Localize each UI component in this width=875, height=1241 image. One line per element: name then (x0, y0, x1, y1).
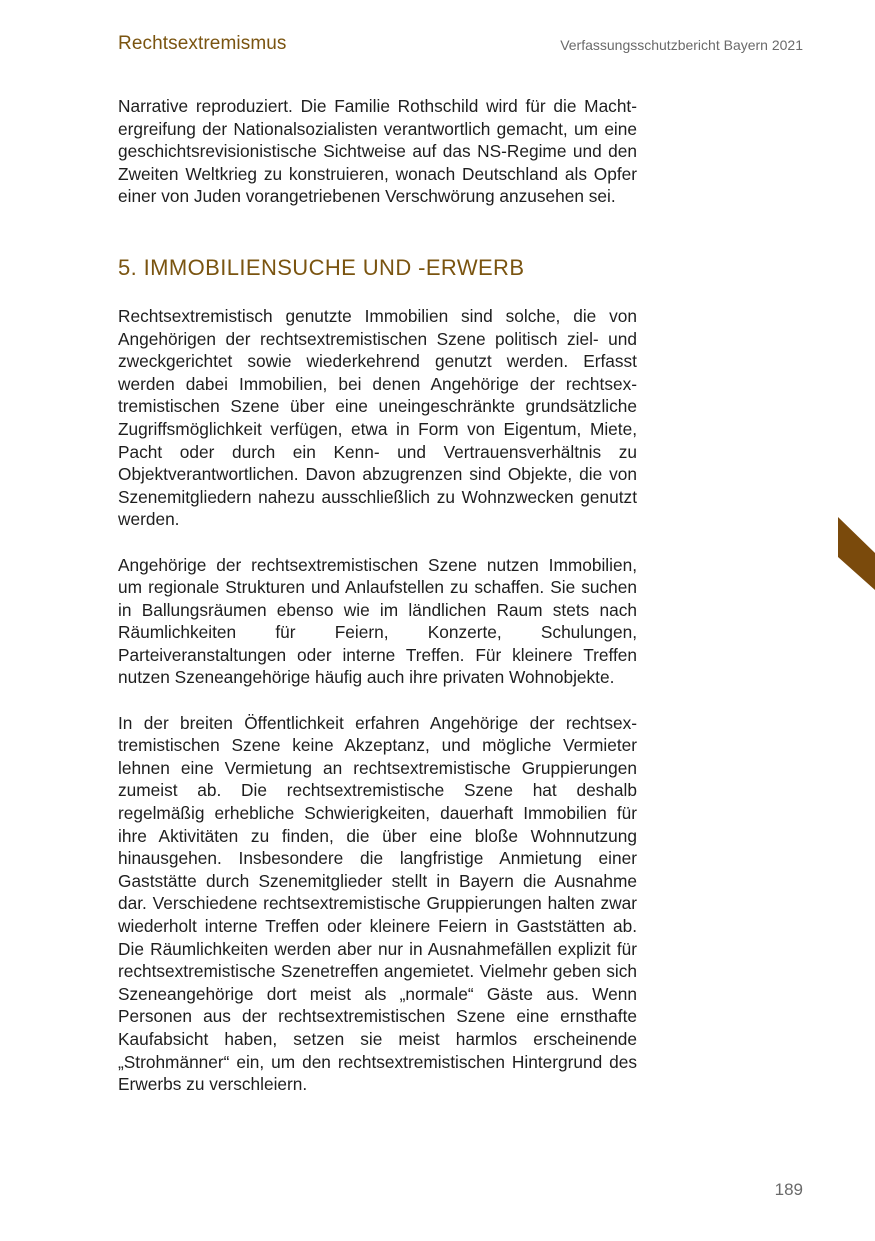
body-paragraph-1: Rechtsextremistisch genutzte Immobilien sind solche, die von Angehörigen der rechtsextremistischen Szene politisch ziel- und zweckgerichtet sowie wiederkehrend genutzt werden. Erfasst werden dabei Immobilien, bei denen Angehörige der rechtsextremistischen Szene über eine uneingeschränkte grundsätzliche Zugriffsmöglichkeit verfügen, etwa in Form von Eigentum, Miete, Pacht oder durch ein Kenn- und Vertrauensverhältnis zu Objektverantwortlichen. Davon abzugrenzen sind Objekte, die von Szenemitgliedern nahezu ausschließlich zu Wohnzwecken genutzt werden. (118, 305, 637, 530)
body-paragraph-3: In der breiten Öffentlichkeit erfahren Angehörige der rechtsextremistischen Szene keine Akzeptanz, und mögliche Vermieter lehnen eine Vermietung an rechtsextremistische Gruppierungen zumeist ab. Die rechtsextremistische Szene hat deshalb regelmäßig erhebliche Schwierigkeiten, dauerhaft Immobilien für ihre Aktivitäten zu finden, die über eine bloße Wohnnutzung hinausgehen. Insbesondere die langfristige Anmietung einer Gaststätte durch Szenemitglieder stellt in Bayern die Ausnahme dar. Verschiedene rechtsextremistische Gruppierungen halten zwar wiederholt interne Treffen oder kleinere Feiern in Gaststätten ab. Die Räumlichkeiten werden aber nur in Ausnahmefällen explizit für rechtsextremistische Szenetreffen angemietet. Vielmehr geben sich Szeneangehörige dort meist als „normale“ Gäste aus. Wenn Personen aus der rechtsextremistischen Szene eine ernsthafte Kaufabsicht haben, setzen sie meist harmlos erscheinende „Strohmänner“ ein, um den rechtsextremistischen Hintergrund des Erwerbs zu verschleiern. (118, 712, 637, 1095)
intro-paragraph: Narrative reproduziert. Die Familie Rothschild wird für die Machtergreifung der Nationalsozialisten verantwortlich gemacht, um eine geschichtsrevisionistische Sichtweise auf das NS-Regime und den Zweiten Weltkrieg zu konstruieren, wonach Deutschland als Opfer einer von Juden vorangetriebenen Verschwörung anzusehen sei. (118, 96, 637, 207)
body-paragraph-2: Angehörige der rechtsextremistischen Szene nutzen Immobilien, um regionale Strukturen und Anlaufstellen zu schaffen. Sie suchen in Ballungsräumen ebenso wie im ländlichen Raum stets nach Räumlichkeiten für Feiern, Konzerte, Schulungen, Parteiveranstaltungen oder interne Treffen. Für kleinere Treffen nutzen Szeneangehörige häufig auch ihre privaten Wohnobjekte. (118, 554, 637, 688)
running-header-publication: Verfassungsschutzbericht Bayern 2021 (560, 37, 803, 53)
running-header-section: Rechtsextremismus (118, 33, 287, 54)
main-content (118, 95, 637, 1096)
page-number: 189 (774, 1180, 803, 1199)
section-heading: 5. IMMOBILIENSUCHE UND -ERWERB (118, 254, 525, 280)
chapter-thumb-tab (838, 517, 875, 590)
